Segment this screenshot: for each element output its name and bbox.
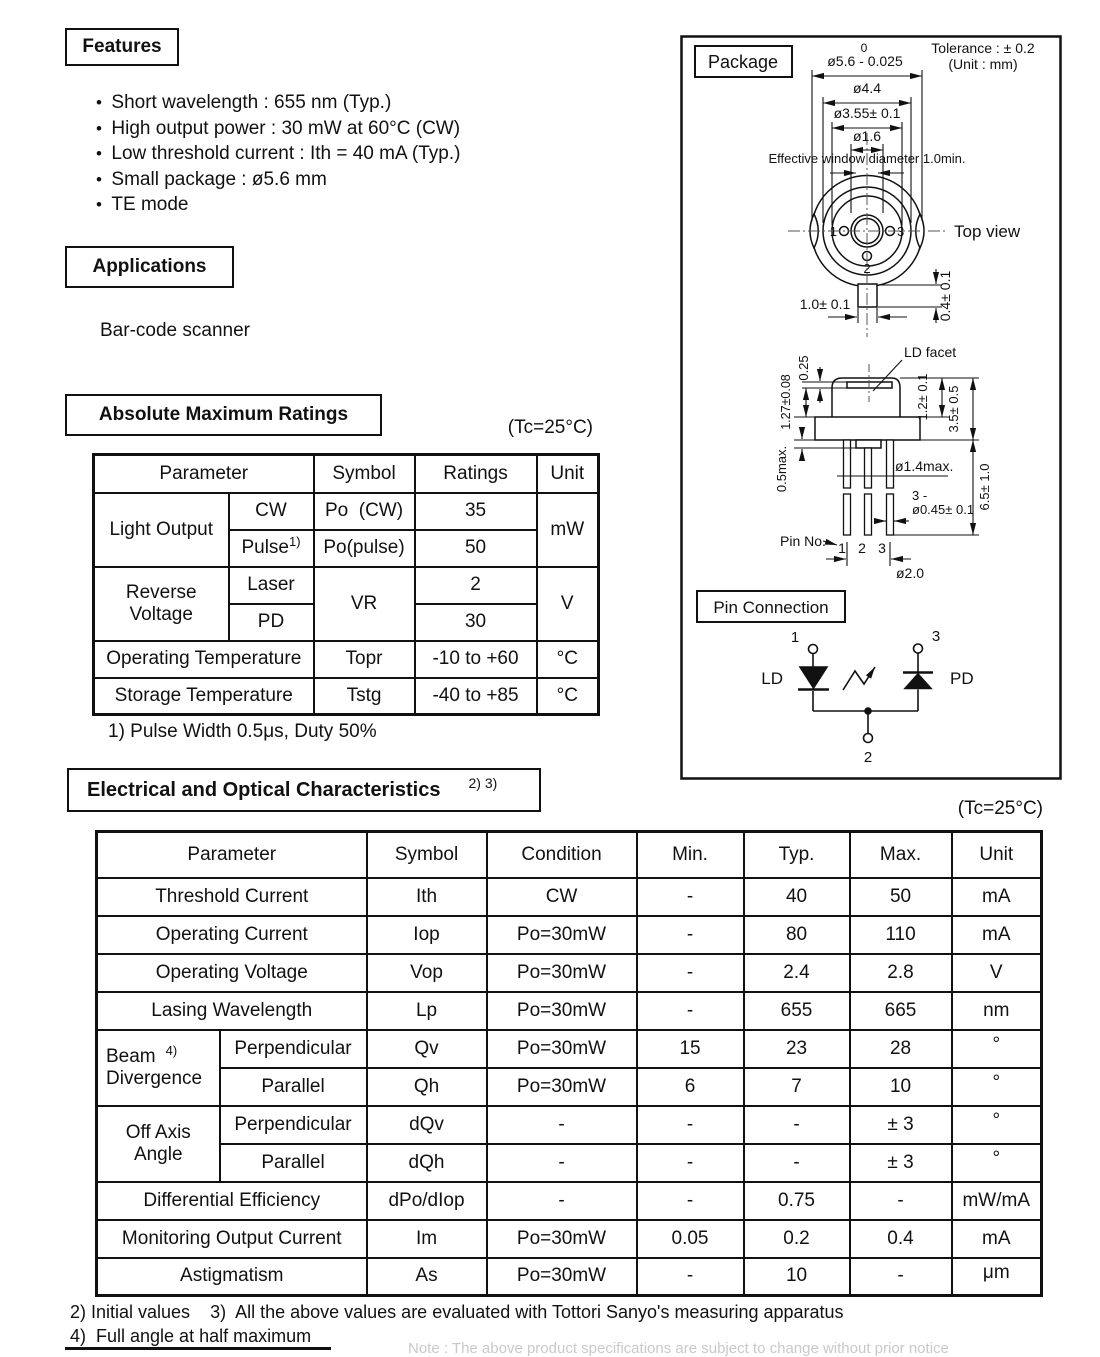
eoc-typ: 655 [744,992,850,1030]
eoc-max: 50 [850,878,952,916]
eoc-min: - [637,1144,744,1182]
amr-symbol-vr: VR [314,567,415,641]
bottom-note: Note : The above product specifications are subject to change without prior notice [408,1340,949,1357]
amr-symbol-po-cw: Po (CW) [314,493,415,530]
pin-connection-labels [761,628,973,766]
dim-20: ø2.0 [895,565,925,581]
eoc-header-condition: Condition [487,832,637,878]
table-row [97,1030,1042,1068]
amr-rating-topr: -10 to +60 [415,641,537,678]
amr-rating-tstg: -40 to +85 [415,678,537,715]
table-row [94,678,599,715]
side-pin2-label: 2 [858,540,866,556]
eoc-typ: 10 [744,1258,850,1296]
eoc-cond: CW [487,878,637,916]
eoc-param-beam-divergence [97,1030,220,1106]
pin-connection-heading: Pin Connection [713,598,829,617]
eoc-max: ± 3 [850,1144,952,1182]
eoc-min: - [637,878,744,916]
pin2-label: 2 [863,261,871,276]
eoc-unit: ° [952,1068,1042,1106]
amr-header-ratings: Ratings [415,455,537,493]
reverse-line2: Voltage [129,603,193,625]
pin2-lower [865,494,872,535]
eoc-unit: mA [952,916,1042,954]
eoc-table [95,830,1043,1297]
unit-note: (Unit : mm) [948,56,1018,72]
eoc-symbol: dQv [367,1106,487,1144]
eoc-cond: Po=30mW [487,954,637,992]
applications-heading: Applications [92,256,207,277]
table-row [97,1182,1042,1220]
beam-line1: Beam [106,1045,156,1067]
terminal-3 [914,644,923,653]
eoc-symbol: dPo/dIop [367,1182,487,1220]
pc-pin1-label: 1 [790,629,800,646]
amr-unit-v: V [537,567,599,641]
dim-65: 6.5± 1.0 [977,463,992,511]
eoc-typ: 80 [744,916,850,954]
eoc-min: - [637,916,744,954]
pin1-upper [844,440,851,488]
table-row [94,493,599,530]
ld-label: LD [761,669,783,688]
eoc-header-parameter: Parameter [97,832,367,878]
pc-pin3-label: 3 [931,628,941,645]
eoc-unit: mW/mA [952,1182,1042,1220]
eoc-unit: nm [952,992,1042,1030]
eoc-param: Lasing Wavelength [97,992,367,1030]
feature-item: • TE mode [96,192,616,218]
eoc-cond: Po=30mW [487,1258,637,1296]
pin1-label: 1 [829,224,837,239]
eoc-param: Threshold Current [97,878,367,916]
dim-025: 0.25 [796,355,811,381]
eoc-cond: - [487,1106,637,1144]
dim-tab-width: 1.0± 0.1 [799,296,851,312]
offaxis-line1: Off Axis [125,1121,191,1143]
eoc-unit: mA [952,878,1042,916]
table-row [97,916,1042,954]
amr-heading-box [65,394,382,436]
eoc-min: 15 [637,1030,744,1068]
eoc-typ: 2.4 [744,954,850,992]
features-heading-box [65,28,179,66]
amr-unit-tstg: °C [537,678,599,715]
eoc-min: - [637,1182,744,1220]
eoc-symbol: Lp [367,992,487,1030]
eoc-cond: Po=30mW [487,916,637,954]
center-boss [856,440,881,448]
eoc-unit: ° [952,1144,1042,1182]
table-row [94,641,599,678]
eoc-symbol: Qh [367,1068,487,1106]
table-row [97,954,1042,992]
dim-window: Effective window diameter 1.0min. [768,151,966,166]
amr-sub-laser: Laser [229,567,314,604]
eoc-param: Operating Current [97,916,367,954]
ld-facet-label: LD facet [904,344,957,360]
table-row [97,1220,1042,1258]
amr-unit-mw: mW [537,493,599,567]
terminal-1 [809,645,818,654]
dim-d56-tol: 0 [860,41,868,55]
pin3-upper [887,440,894,488]
eoc-cond: Po=30mW [487,1068,637,1106]
amr-sub-cw: CW [229,493,314,530]
eoc-min: - [637,992,744,1030]
dim-045-line2: ø0.45± 0.1 [912,502,975,517]
light-arrow-icon [843,667,875,690]
eoc-max: - [850,1258,952,1296]
eoc-unit: ° [952,1106,1042,1144]
eoc-symbol: Qv [367,1030,487,1068]
amr-tc-note: (Tc=25°C) [507,417,593,438]
top-view-label: Top view [954,222,1021,241]
amr-rating-laser: 2 [415,567,537,604]
eoc-tc-note: (Tc=25°C) [957,798,1043,819]
table-row [97,992,1042,1030]
dim-045-line1: 3 - [912,488,928,503]
eoc-typ: 7 [744,1068,850,1106]
side-pin1-label: 1 [838,540,846,556]
amr-param-opr-temp: Operating Temperature [94,641,314,678]
eoc-param: Astigmatism [97,1258,367,1296]
eoc-header-max: Max. [850,832,952,878]
amr-rating-po-cw: 35 [415,493,537,530]
eoc-footnote-4: 4) Full angle at half maximum [70,1326,312,1346]
amr-param-reverse-voltage [94,567,229,641]
table-row [97,832,1042,878]
eoc-header-min: Min. [637,832,744,878]
flange [815,417,920,440]
dim-d16: ø1.6 [852,128,882,144]
eoc-symbol: Vop [367,954,487,992]
eoc-typ: 0.2 [744,1220,850,1258]
ld-diode-symbol [800,667,827,688]
pd-diode-symbol [905,674,931,689]
pin-connection-circuit [798,644,933,743]
eoc-subparam: Perpendicular [220,1106,367,1144]
eoc-heading: Electrical and Optical Characteristics [87,778,441,801]
pin-no-label: Pin No. [780,533,826,549]
reverse-line1: Reverse [125,581,197,603]
table-row [97,1106,1042,1144]
amr-heading: Absolute Maximum Ratings [98,404,349,425]
eoc-param: Monitoring Output Current [97,1220,367,1258]
eoc-cond: - [487,1182,637,1220]
eoc-typ: - [744,1144,850,1182]
eoc-symbol: As [367,1258,487,1296]
amr-rating-po-pulse: 50 [415,530,537,567]
pin3-lower [887,494,894,535]
eoc-header-unit: Unit [952,832,1042,878]
feature-item: • High output power : 30 mW at 60°C (CW) [96,116,616,142]
eoc-subparam: Parallel [220,1068,367,1106]
feature-item: • Short wavelength : 655 nm (Typ.) [96,90,616,116]
terminal-2 [864,734,873,743]
side-view-drawing [815,378,920,535]
eoc-symbol: Iop [367,916,487,954]
eoc-param: Differential Efficiency [97,1182,367,1220]
eoc-max: 110 [850,916,952,954]
offaxis-line2: Angle [133,1143,183,1165]
eoc-unit: V [952,954,1042,992]
amr-rating-pd: 30 [415,604,537,641]
eoc-param-off-axis [97,1106,220,1182]
dim-d355: ø3.55± 0.1 [833,105,901,121]
table-row [97,878,1042,916]
amr-table [92,453,600,716]
dim-35: 3.5± 0.5 [946,385,961,433]
eoc-symbol: dQh [367,1144,487,1182]
dim-12: 1.2± 0.1 [915,373,930,421]
amr-unit-topr: °C [537,641,599,678]
eoc-heading-box [67,768,541,812]
pin1-lower [844,494,851,535]
eoc-max: 2.8 [850,954,952,992]
side-pin3-label: 3 [878,540,886,556]
amr-param-stg-temp: Storage Temperature [94,678,314,715]
features-heading: Features [82,36,162,57]
eoc-max: 665 [850,992,952,1030]
amr-sub-pd: PD [229,604,314,641]
eoc-symbol: Ith [367,878,487,916]
eoc-unit: ° [952,1030,1042,1068]
table-row [97,1068,1042,1106]
eoc-typ: 23 [744,1030,850,1068]
table-row [97,1144,1042,1182]
eoc-max: - [850,1182,952,1220]
pc-pin2-label: 2 [863,749,873,766]
eoc-min: 0.05 [637,1220,744,1258]
eoc-unit: μm [952,1258,1042,1296]
eoc-footnote-23: 2) Initial values 3) All the above values are evaluated with Tottori Sanyo's measuring apparatus [70,1302,844,1322]
package-heading: Package [707,52,779,72]
eoc-header-symbol: Symbol [367,832,487,878]
eoc-cond: Po=30mW [487,1030,637,1068]
amr-header-symbol: Symbol [314,455,415,493]
eoc-max: 10 [850,1068,952,1106]
eoc-unit: mA [952,1220,1042,1258]
eoc-cond: Po=30mW [487,992,637,1030]
eoc-typ: 40 [744,878,850,916]
amr-symbol-po-pulse: Po(pulse) [314,530,415,567]
amr-param-light-output: Light Output [94,493,229,567]
eoc-typ: 0.75 [744,1182,850,1220]
feature-item: • Low threshold current : Ith = 40 mA (Typ.) [96,141,616,167]
amr-symbol-tstg: Tstg [314,678,415,715]
table-row [94,455,599,493]
pulse-footnote-ref: 1) [288,534,301,549]
dim-d44: ø4.4 [852,80,882,96]
eoc-subparam: Parallel [220,1144,367,1182]
eoc-symbol: Im [367,1220,487,1258]
dim-d56: ø5.6 - 0.025 [827,53,903,69]
amr-symbol-topr: Topr [314,641,415,678]
pd-label: PD [950,669,974,688]
applications-heading-box [65,246,234,288]
amr-footnote: 1) Pulse Width 0.5μs, Duty 50% [108,721,377,742]
eoc-max: ± 3 [850,1106,952,1144]
dim-14max: ø1.4max. [895,458,954,474]
eoc-cond: Po=30mW [487,1220,637,1258]
beam-footnote-ref: 4) [165,1042,178,1058]
feature-item: • Small package : ø5.6 mm [96,167,616,193]
eoc-header-typ: Typ. [744,832,850,878]
eoc-cond: - [487,1144,637,1182]
features-list [96,90,616,218]
eoc-max: 0.4 [850,1220,952,1258]
pin2-upper [865,448,872,488]
amr-header-parameter: Parameter [94,455,314,493]
pin3-label: 3 [897,224,905,239]
tolerance-note: Tolerance : ± 0.2 [931,40,1035,56]
eoc-typ: - [744,1106,850,1144]
pulse-label: Pulse [241,537,289,558]
eoc-param: Operating Voltage [97,954,367,992]
eoc-subparam: Perpendicular [220,1030,367,1068]
table-row [97,1258,1042,1296]
beam-line2: Divergence [106,1067,203,1089]
package-panel [680,35,1062,780]
table-row [94,567,599,604]
eoc-min: - [637,1258,744,1296]
dim-tab-height: 0.4± 0.1 [937,270,953,322]
eoc-min: - [637,1106,744,1144]
eoc-min: - [637,954,744,992]
eoc-min: 6 [637,1068,744,1106]
eoc-max: 28 [850,1030,952,1068]
eoc-heading-footnote-refs: 2) 3) [468,775,498,791]
application-item: Bar-code scanner [100,320,250,341]
amr-header-unit: Unit [537,455,599,493]
dim-127: 1.27±0.08 [779,374,793,430]
dim-05max: 0.5max. [774,445,789,493]
amr-sub-pulse [229,530,314,567]
